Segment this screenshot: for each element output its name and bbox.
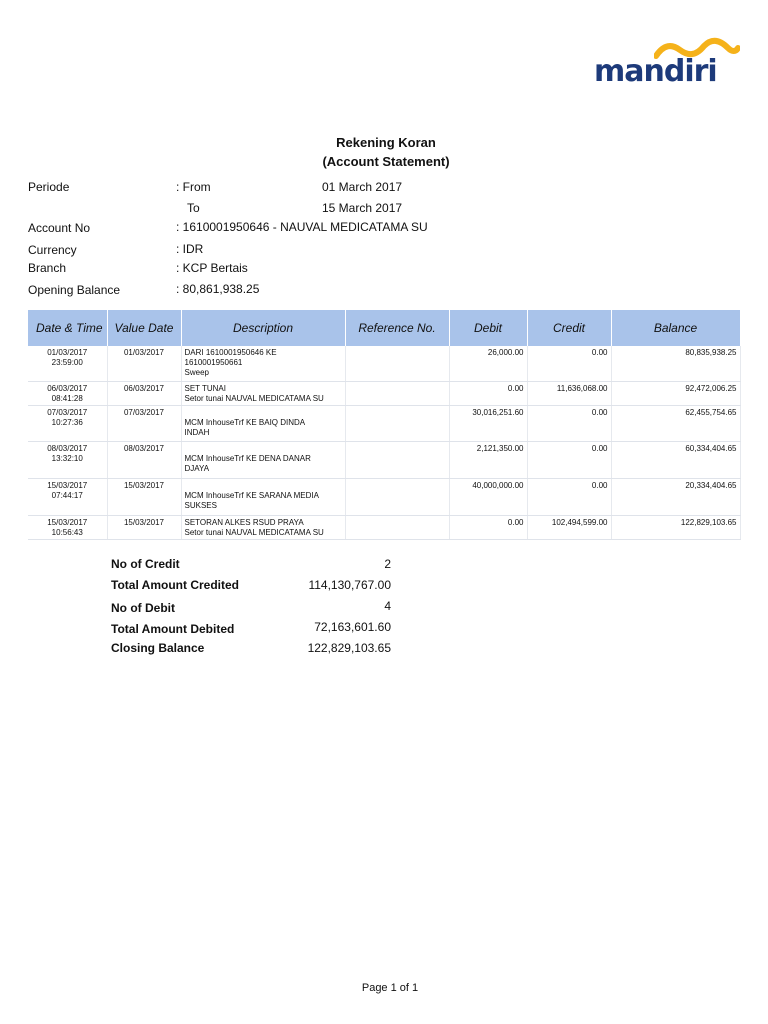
cell-credit: 0.00: [527, 478, 611, 515]
branch-label: Branch: [28, 261, 67, 275]
header-description: Description: [181, 310, 345, 346]
cell-balance: 122,829,103.65: [611, 515, 740, 539]
no-credit-value: 2: [384, 557, 391, 571]
table-row: [28, 515, 740, 539]
header-value-date: Value Date: [107, 310, 181, 346]
periode-label: Periode: [28, 180, 70, 194]
cell-balance: 20,334,404.65: [611, 478, 740, 515]
title-line-2: (Account Statement): [322, 154, 450, 169]
no-debit-value: 4: [384, 599, 391, 613]
cell-description: MCM InhouseTrf KE DENA DANAR DJAYA: [181, 441, 345, 478]
header-date-time: Date & Time: [28, 310, 107, 346]
cell-description: SET TUNAI Setor tunai NAUVAL MEDICATAMA SU: [181, 381, 345, 405]
cell-reference: [345, 405, 449, 441]
cell-balance: 60,334,404.65: [611, 441, 740, 478]
title-line-1: Rekening Koran: [336, 135, 436, 150]
page-number: Page 1 of 1: [361, 982, 419, 994]
cell-balance: 62,455,754.65: [611, 405, 740, 441]
cell-date-time: 07/03/2017 10:27:36: [28, 405, 107, 441]
cell-description: SETORAN ALKES RSUD PRAYA Setor tunai NAUVAL MEDICATAMA SU: [181, 515, 345, 539]
table-row: [28, 381, 740, 405]
to-value: 15 March 2017: [322, 201, 403, 215]
cell-credit: 0.00: [527, 346, 611, 381]
summary-no-credit: [111, 557, 391, 578]
closing-balance-label: Closing Balance: [111, 640, 205, 655]
cell-debit: 40,000,000.00: [449, 478, 527, 515]
cell-credit: 0.00: [527, 405, 611, 441]
cell-value-date: 15/03/2017: [107, 515, 181, 539]
cell-reference: [345, 441, 449, 478]
summary-total-credited: [111, 578, 391, 599]
cell-reference: [345, 381, 449, 405]
cell-description: MCM InhouseTrf KE SARANA MEDIA SUKSES: [181, 478, 345, 515]
opening-balance-label: Opening Balance: [28, 283, 121, 297]
currency-value: : IDR: [176, 242, 204, 256]
total-debited-value: 72,163,601.60: [314, 620, 391, 634]
cell-debit: 30,016,251.60: [449, 405, 527, 441]
from-value: 01 March 2017: [322, 180, 403, 194]
cell-value-date: 07/03/2017: [107, 405, 181, 441]
from-label: : From: [176, 180, 211, 194]
total-credited-label: Total Amount Credited: [111, 577, 239, 592]
cell-debit: 2,121,350.00: [449, 441, 527, 478]
cell-description: DARI 1610001950646 KE 1610001950661 Sweep: [181, 346, 345, 381]
summary-block: [111, 557, 391, 661]
transactions-table: [28, 310, 741, 540]
summary-closing-balance: [111, 641, 391, 662]
closing-balance-value: 122,829,103.65: [307, 640, 391, 655]
table-row: [28, 478, 740, 515]
account-value: : 1610001950646 - NAUVAL MEDICATAMA SU: [176, 220, 428, 234]
account-label: Account No: [28, 221, 91, 235]
cell-credit: 0.00: [527, 441, 611, 478]
total-credited-value: 114,130,767.00: [308, 577, 391, 592]
cell-value-date: 01/03/2017: [107, 346, 181, 381]
table-row: [28, 346, 740, 381]
table-header-row: [28, 310, 740, 346]
cell-debit: 26,000.00: [449, 346, 527, 381]
cell-balance: 80,835,938.25: [611, 346, 740, 381]
mandiri-logo: [594, 36, 744, 94]
header-credit: Credit: [527, 310, 611, 346]
cell-value-date: 08/03/2017: [107, 441, 181, 478]
table-row: [28, 441, 740, 478]
header-balance: Balance: [611, 310, 740, 346]
cell-date-time: 01/03/2017 23:59:00: [28, 346, 107, 381]
total-debited-label: Total Amount Debited: [111, 622, 235, 636]
cell-description: MCM InhouseTrf KE BAIQ DINDA INDAH: [181, 405, 345, 441]
header-reference-no: Reference No.: [345, 310, 449, 346]
cell-debit: 0.00: [449, 515, 527, 539]
no-credit-label: No of Credit: [111, 557, 180, 571]
cell-date-time: 08/03/2017 13:32:10: [28, 441, 107, 478]
cell-balance: 92,472,006.25: [611, 381, 740, 405]
summary-total-debited: [111, 620, 391, 641]
cell-reference: [345, 478, 449, 515]
opening-balance-value: : 80,861,938.25: [176, 282, 260, 296]
cell-date-time: 06/03/2017 08:41:28: [28, 381, 107, 405]
table-row: [28, 405, 740, 441]
cell-reference: [345, 346, 449, 381]
cell-reference: [345, 515, 449, 539]
currency-label: Currency: [28, 243, 77, 257]
statement-title: [0, 133, 768, 171]
no-debit-label: No of Debit: [111, 601, 175, 615]
cell-credit: 11,636,068.00: [527, 381, 611, 405]
cell-date-time: 15/03/2017 07:44:17: [28, 478, 107, 515]
cell-value-date: 15/03/2017: [107, 478, 181, 515]
cell-debit: 0.00: [449, 381, 527, 405]
brand-name: mandiri: [594, 54, 717, 89]
cell-date-time: 15/03/2017 10:56:43: [28, 515, 107, 539]
summary-no-debit: [111, 599, 391, 620]
cell-value-date: 06/03/2017: [107, 381, 181, 405]
branch-value: : KCP Bertais: [176, 261, 248, 275]
to-label: To: [187, 201, 200, 215]
header-debit: Debit: [449, 310, 527, 346]
cell-credit: 102,494,599.00: [527, 515, 611, 539]
